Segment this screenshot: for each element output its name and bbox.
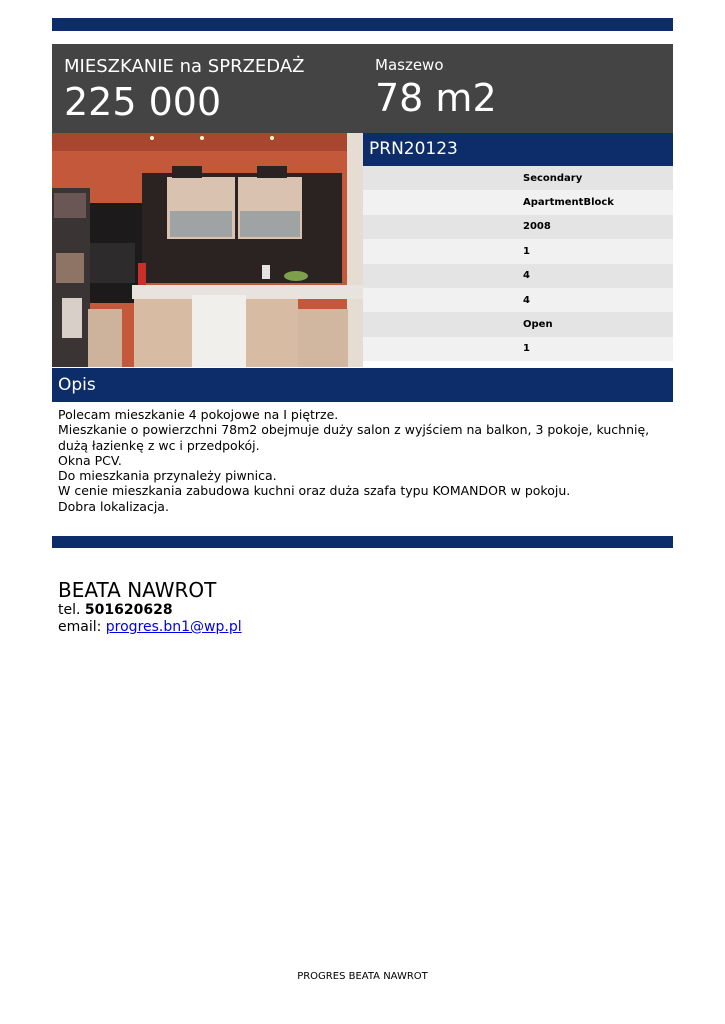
description-line: Polecam mieszkanie 4 pokojowe na I piętrze.: [58, 407, 339, 422]
attribute-row: [363, 239, 673, 263]
description-text: [58, 407, 663, 514]
description-heading: Opis: [52, 368, 673, 402]
attribute-value: 4: [523, 294, 530, 306]
attribute-row: [363, 215, 673, 239]
header-left: [64, 56, 304, 124]
agent-email-line: [58, 619, 242, 636]
attribute-row: [363, 337, 673, 361]
agent-contact: [58, 578, 242, 636]
attribute-row: [363, 166, 673, 190]
footer-text: PROGRES BEATA NAWROT: [297, 971, 428, 982]
price: 225 000: [64, 80, 222, 124]
top-divider-bar: [52, 18, 673, 31]
offer-type: MIESZKANIE na SPRZEDAŻ: [64, 56, 305, 77]
attribute-row: [363, 190, 673, 214]
description-line: Mieszkanie o powierzchni 78m2 obejmuje duży salon z wyjściem na balkon, 3 pokoje, kuchnię, dużą łazienkę z wc i przedpokój.: [58, 422, 650, 453]
header-right: [375, 56, 497, 120]
attribute-value: 1: [523, 343, 530, 355]
phone-label: tel.: [58, 602, 81, 618]
attribute-value: ApartmentBlock: [523, 197, 614, 209]
attribute-value: 1: [523, 245, 530, 257]
attribute-value: Secondary: [523, 172, 583, 184]
description-line: Dobra lokalizacja.: [58, 498, 169, 514]
email-link[interactable]: progres.bn1@wp.pl: [105, 619, 242, 635]
agent-name: BEATA NAWROT: [58, 578, 217, 602]
phone-number: 501620628: [84, 602, 173, 618]
kitchen-photo: [52, 133, 363, 367]
description-line: Do mieszkania przynależy piwnica.: [58, 468, 277, 484]
description-line: W cenie mieszkania zabudowa kuchni oraz duża szafa typu KOMANDOR w pokoju.: [58, 483, 571, 499]
area: 78 m2: [375, 76, 497, 120]
city: Maszewo: [375, 56, 444, 74]
attribute-value: Open: [523, 319, 553, 331]
attribute-row: [363, 312, 673, 336]
attribute-value: 4: [523, 270, 530, 282]
listing-id: PRN20123: [363, 133, 673, 166]
attribute-row: [363, 264, 673, 288]
agent-phone-line: [58, 602, 242, 619]
listing-header: [52, 44, 673, 133]
bottom-divider-bar: [52, 536, 673, 548]
attribute-row: [363, 288, 673, 312]
description-line: Okna PCV.: [58, 452, 122, 468]
attribute-table: [363, 166, 673, 361]
attribute-value: 2008: [523, 221, 551, 233]
email-label: email:: [58, 619, 102, 635]
